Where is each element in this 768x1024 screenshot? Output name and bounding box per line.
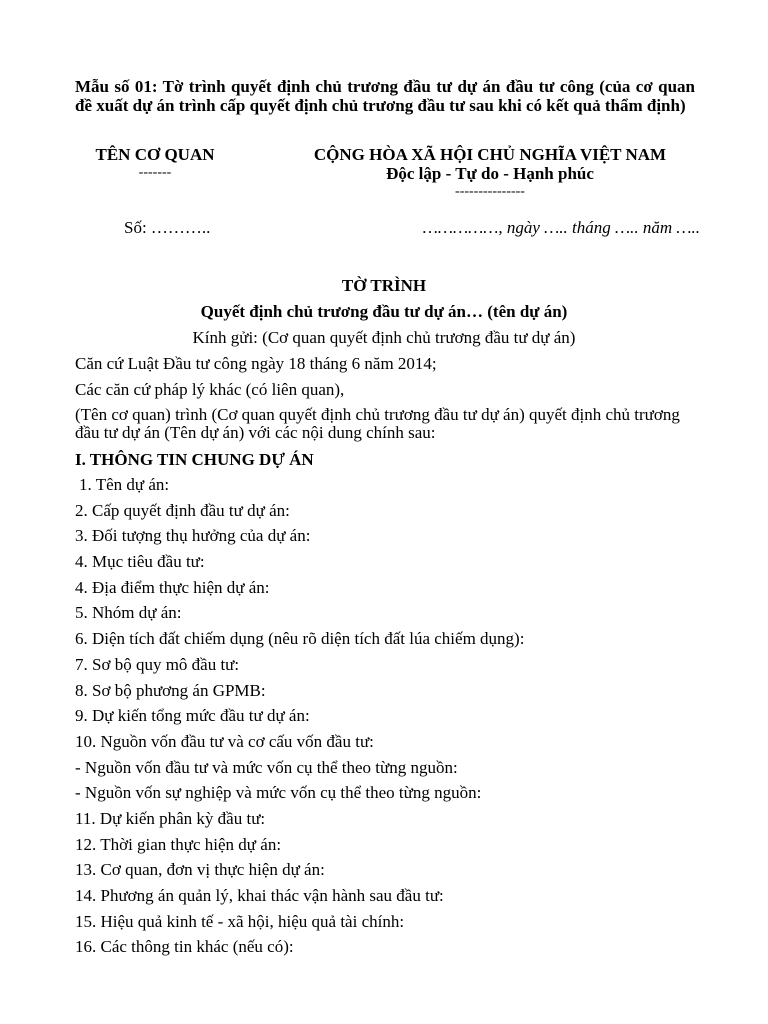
list-item: - Nguồn vốn sự nghiệp và mức vốn cụ thể theo từng nguồn: xyxy=(75,783,482,803)
list-item: 2. Cấp quyết định đầu tư dự án: xyxy=(75,500,290,520)
document-type-title: TỜ TRÌNH xyxy=(341,276,427,295)
intro-paragraph: (Tên cơ quan) trình (Cơ quan quyết định chủ trương đầu tư dự án) quyết định chủ trương đầu tư dự án (Tên dự án) với các nội dung chính sau: xyxy=(75,405,680,442)
recipient-line: Kính gửi: (Cơ quan quyết định chủ trương đầu tư dự án) xyxy=(192,328,576,347)
list-item: 16. Các thông tin khác (nếu có): xyxy=(75,937,294,957)
agency-name: TÊN CƠ QUAN xyxy=(95,145,215,164)
national-motto: Độc lập - Tự do - Hạnh phúc xyxy=(386,164,594,183)
form-template-note: Mẫu số 01: Tờ trình quyết định chủ trương đầu tư dự án đầu tư công (của cơ quan đề xuất dự án trình cấp quyết định chủ trương đầu tư sau khi có kết quả thẩm định) xyxy=(75,77,695,115)
document-date: ……………, ngày ….. tháng ….. năm ….. xyxy=(422,218,700,237)
legal-basis-line: Các căn cứ pháp lý khác (có liên quan), xyxy=(75,380,345,399)
legal-basis-line: Căn cứ Luật Đầu tư công ngày 18 tháng 6 năm 2014; xyxy=(75,354,437,373)
document-number: Số: ……….. xyxy=(124,218,211,237)
project-info-list xyxy=(75,475,700,963)
section-heading: I. THÔNG TIN CHUNG DỰ ÁN xyxy=(75,450,314,469)
list-item: 12. Thời gian thực hiện dự án: xyxy=(75,834,282,854)
national-title: CỘNG HÒA XÃ HỘI CHỦ NGHĨA VIỆT NAM xyxy=(313,145,667,164)
document-subject: Quyết định chủ trương đầu tư dự án… (tên dự án) xyxy=(200,302,568,321)
list-item: 3. Đối tượng thụ hưởng của dự án: xyxy=(75,526,311,546)
motto-separator: --------------- xyxy=(455,184,525,199)
list-item: 7. Sơ bộ quy mô đầu tư: xyxy=(75,654,240,674)
list-item: 9. Dự kiến tổng mức đầu tư dự án: xyxy=(75,706,310,726)
list-item: 10. Nguồn vốn đầu tư và cơ cấu vốn đầu tư: xyxy=(75,731,374,751)
list-item: 8. Sơ bộ phương án GPMB: xyxy=(75,680,266,700)
list-item: 11. Dự kiến phân kỳ đầu tư: xyxy=(75,808,266,828)
list-item: - Nguồn vốn đầu tư và mức vốn cụ thể theo từng nguồn: xyxy=(75,757,458,777)
list-item: 1. Tên dự án: xyxy=(79,475,170,494)
list-item: 4. Địa điểm thực hiện dự án: xyxy=(75,577,270,597)
list-item: 15. Hiệu quả kinh tế - xã hội, hiệu quả tài chính: xyxy=(75,911,405,931)
list-item: 6. Diện tích đất chiếm dụng (nêu rõ diện tích đất lúa chiếm dụng): xyxy=(75,629,525,649)
list-item: 14. Phương án quản lý, khai thác vận hành sau đầu tư: xyxy=(75,886,444,905)
list-item: 4. Mục tiêu đầu tư: xyxy=(75,552,205,572)
list-item: 5. Nhóm dự án: xyxy=(75,603,182,623)
agency-separator: ------- xyxy=(138,165,172,180)
list-item: 13. Cơ quan, đơn vị thực hiện dự án: xyxy=(75,860,325,880)
